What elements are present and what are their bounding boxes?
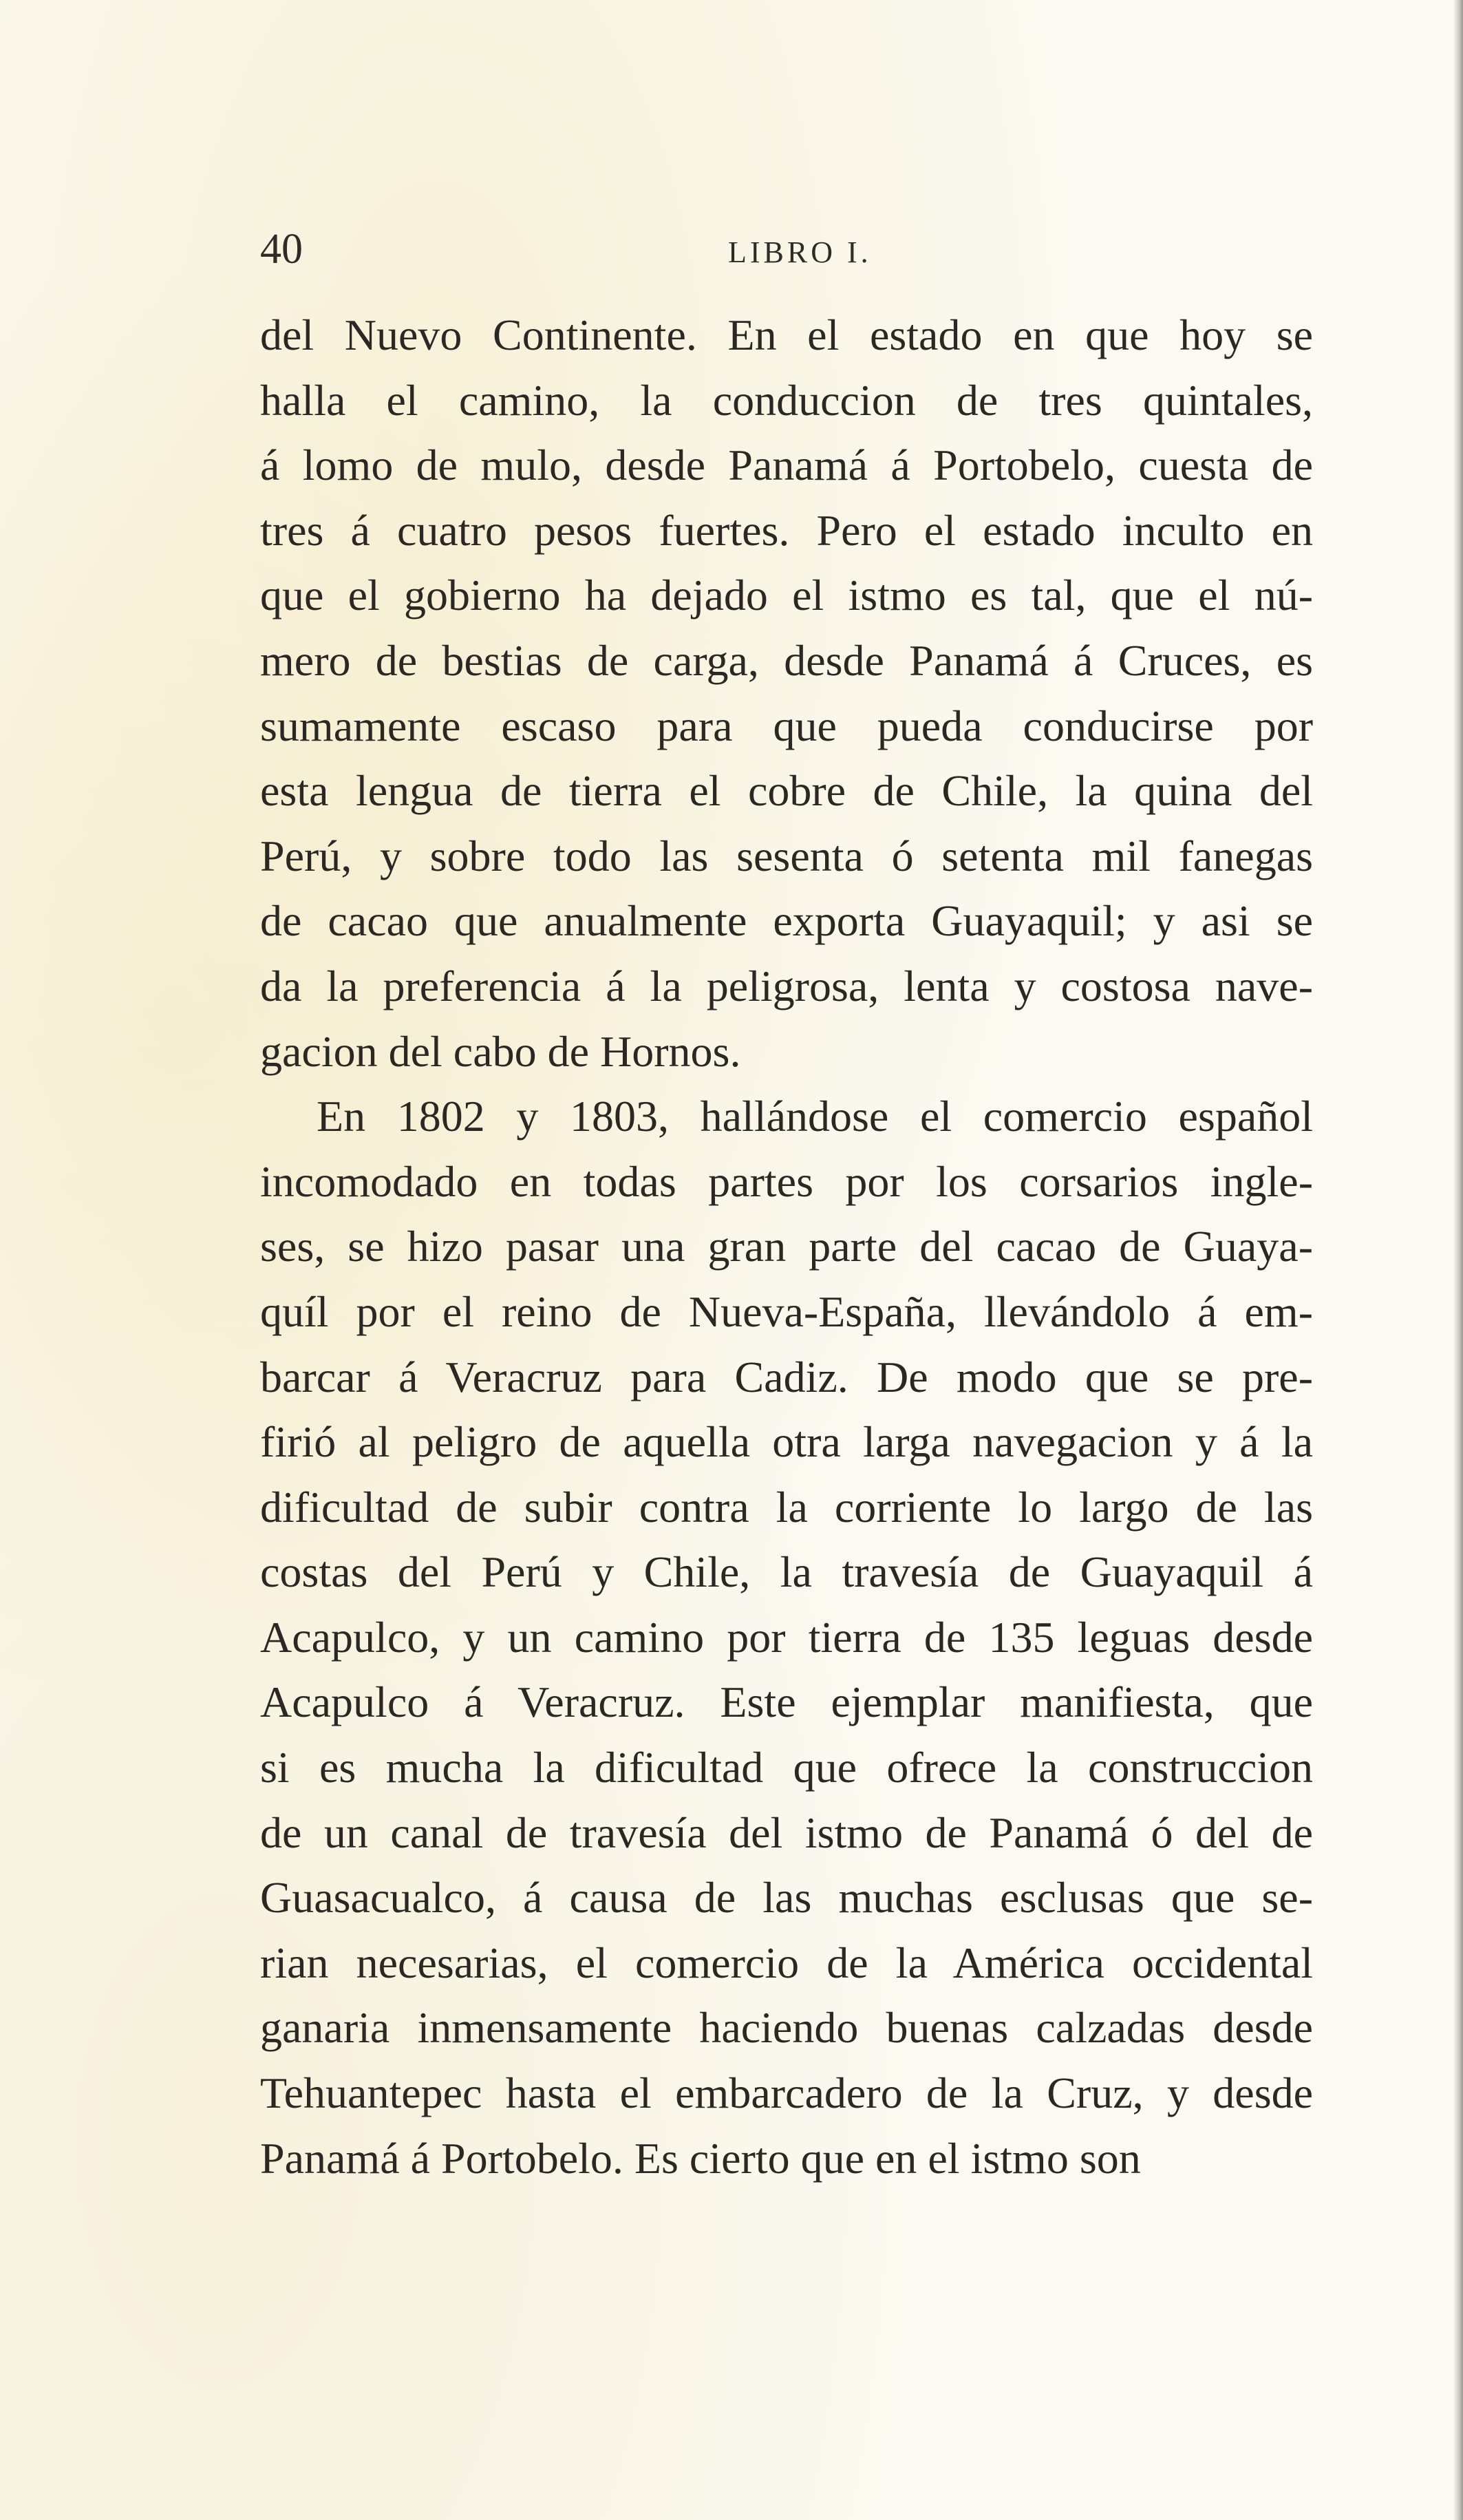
text-line: barcar á Veracruz para Cadiz. De modo que se pre-: [260, 1352, 1313, 1401]
text-line: á lomo de mulo, desde Panamá á Portobelo, cuesta de: [260, 441, 1313, 490]
text-line: sumamente escaso para que pueda conducirse por: [260, 701, 1313, 750]
text-line: costas del Perú y Chile, la travesía de Guayaquil á: [260, 1547, 1313, 1597]
text-line: Guasacualco, á causa de las muchas esclusas que se-: [260, 1873, 1313, 1923]
text-line: esta lengua de tierra el cobre de Chile, la quina del: [260, 766, 1313, 816]
text-line: gacion del cabo de Hornos.: [260, 1026, 741, 1076]
text-line: ses, se hizo pasar una gran parte del cacao de Guaya-: [260, 1222, 1313, 1271]
text-line: rian necesarias, el comercio de la América occidental: [260, 1938, 1313, 1987]
running-title: LIBRO I.: [728, 235, 872, 269]
page-edge: [1453, 0, 1463, 2520]
text-line: firió al peligro de aquella otra larga navegacion y á la: [260, 1417, 1313, 1467]
text-line: mero de bestias de carga, desde Panamá á Cruces, es: [260, 635, 1313, 685]
text-line: da la preferencia á la peligrosa, lenta y costosa nave-: [260, 961, 1313, 1010]
page-number: 40: [260, 226, 303, 273]
body-text: [260, 303, 1313, 2191]
text-line: incomodado en todas partes por los corsarios ingle-: [260, 1156, 1313, 1206]
text-line: si es mucha la dificultad que ofrece la construccion: [260, 1743, 1313, 1792]
text-line: que el gobierno ha dejado el istmo es tal, que el nú-: [260, 571, 1313, 620]
text-line: del Nuevo Continente. En el estado en que hoy se: [260, 310, 1313, 359]
text-line: Tehuantepec hasta el embarcadero de la Cruz, y desde: [260, 2068, 1313, 2118]
text-line: Perú, y sobre todo las sesenta ó setenta mil fanegas: [260, 831, 1313, 880]
text-line: Acapulco á Veracruz. Este ejemplar manifiesta, que: [260, 1677, 1313, 1727]
text-line: ganaria inmensamente haciendo buenas calzadas desde: [260, 2003, 1313, 2053]
text-line: halla el camino, la conduccion de tres quintales,: [260, 375, 1313, 425]
text-line: Acapulco, y un camino por tierra de 135 leguas desde: [260, 1612, 1313, 1662]
text-line: de cacao que anualmente exporta Guayaquil; y asi se: [260, 896, 1313, 946]
text-line: dificultad de subir contra la corriente lo largo de las: [260, 1482, 1313, 1532]
running-head: [260, 222, 1313, 277]
text-line: de un canal de travesía del istmo de Panamá ó del de: [260, 1808, 1313, 1857]
text-line: quíl por el reino de Nueva-España, llevándolo á em-: [260, 1287, 1313, 1336]
text-line: tres á cuatro pesos fuertes. Pero el estado inculto en: [260, 505, 1313, 555]
text-line: En 1802 y 1803, hallándose el comercio español: [317, 1092, 1313, 1141]
text-line: Panamá á Portobelo. Es cierto que en el istmo son: [260, 2133, 1141, 2183]
